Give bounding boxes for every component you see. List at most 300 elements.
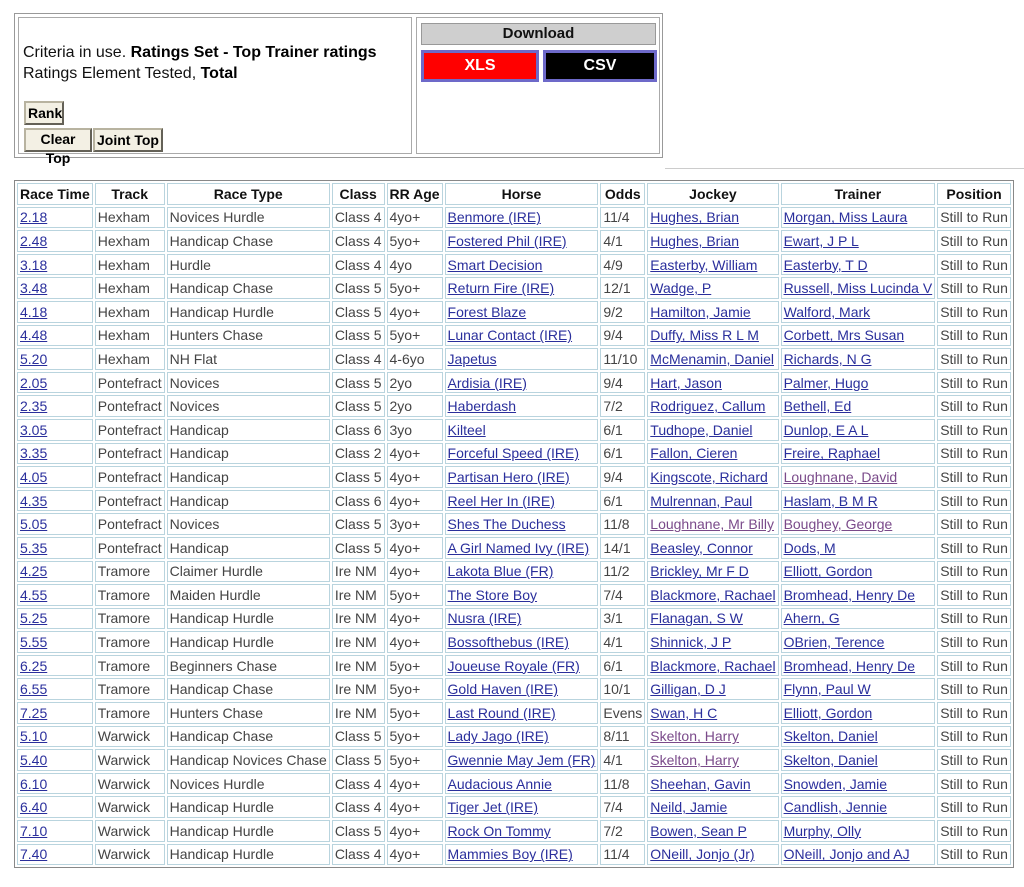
odds-cell: 8/11 [600,726,645,748]
race-time-link[interactable]: 6.40 [20,799,48,816]
horse-cell [445,678,599,700]
header-race-type[interactable]: Race Type [167,183,330,205]
trainer-link[interactable]: Walford, Mark [783,303,871,320]
race-type-cell: Handicap [167,490,330,512]
race-time-link[interactable]: 4.48 [20,327,48,344]
rr-age-cell: 4yo+ [387,561,443,583]
trainer-link[interactable]: Easterby, T D [783,256,868,273]
trainer-link[interactable]: Snowden, Jamie [783,775,888,792]
race-time-link[interactable]: 3.48 [20,280,48,297]
race-time-link[interactable]: 5.35 [20,539,48,556]
race-time-link[interactable]: 4.18 [20,303,48,320]
jockey-cell [647,277,778,299]
jockey-cell [647,372,778,394]
horse-cell [445,631,599,653]
race-time-cell [17,537,93,559]
rr-age-cell: 4yo+ [387,490,443,512]
horse-link[interactable]: Forceful Speed (IRE) [447,445,580,462]
position-cell: Still to Run [937,773,1011,795]
horse-link[interactable]: Nusra (IRE) [447,610,522,627]
race-time-link[interactable]: 7.40 [20,846,48,863]
table-row [17,796,1011,818]
race-type-cell: Handicap Chase [167,726,330,748]
jockey-link[interactable]: Neild, Jamie [650,799,728,816]
horse-link[interactable]: Kilteel [447,421,486,438]
track-cell: Hexham [95,277,165,299]
position-cell: Still to Run [937,419,1011,441]
joint-top-button[interactable]: Joint Top [93,128,163,152]
horse-cell [445,301,599,323]
race-time-link[interactable]: 4.25 [20,563,48,580]
trainer-link[interactable]: Boughey, George [783,516,893,533]
jockey-link[interactable]: Hamilton, Jamie [650,303,751,320]
horse-link[interactable]: Haberdash [447,398,517,415]
rr-age-cell: 5yo+ [387,230,443,252]
race-time-link[interactable]: 5.05 [20,516,48,533]
jockey-link[interactable]: Tudhope, Daniel [650,421,753,438]
odds-cell: 4/1 [600,230,645,252]
jockey-link[interactable]: Swan, H C [650,704,718,721]
horse-cell [445,796,599,818]
jockey-link[interactable]: Blackmore, Rachael [650,586,776,603]
race-type-cell: Novices [167,513,330,535]
race-time-link[interactable]: 5.40 [20,752,48,769]
horse-link[interactable]: Partisan Hero (IRE) [447,468,570,485]
position-cell: Still to Run [937,466,1011,488]
horse-link[interactable]: The Store Boy [447,586,538,603]
jockey-link[interactable]: ONeill, Jonjo (Jr) [650,846,755,863]
table-row [17,631,1011,653]
horse-link[interactable]: Forest Blaze [447,303,527,320]
xls-download-button[interactable]: XLS [421,50,539,82]
race-time-cell [17,395,93,417]
class-cell: Class 4 [332,230,385,252]
jockey-link[interactable]: Hughes, Brian [650,232,739,249]
download-title: Download [421,23,656,45]
odds-cell: 4/9 [600,254,645,276]
jockey-cell [647,466,778,488]
horse-link[interactable]: Smart Decision [447,256,543,273]
track-cell: Tramore [95,561,165,583]
jockey-link[interactable]: Beasley, Connor [650,539,753,556]
odds-cell: 11/2 [600,561,645,583]
trainer-link[interactable]: Freire, Raphael [783,445,881,462]
header-odds[interactable]: Odds [600,183,645,205]
trainer-link[interactable]: Skelton, Daniel [783,752,878,769]
horse-link[interactable]: Lady Jago (IRE) [447,728,549,745]
table-row [17,820,1011,842]
trainer-link[interactable]: Loughnane, David [783,468,898,485]
position-cell: Still to Run [937,584,1011,606]
position-cell: Still to Run [937,796,1011,818]
jockey-link[interactable]: Blackmore, Rachael [650,657,776,674]
jockey-link[interactable]: Flanagan, S W [650,610,743,627]
race-time-cell [17,513,93,535]
class-cell: Class 4 [332,207,385,229]
race-time-cell [17,702,93,724]
track-cell: Tramore [95,702,165,724]
horse-link[interactable]: Lunar Contact (IRE) [447,327,573,344]
header-rr-age[interactable]: RR Age [387,183,443,205]
class-cell: Ire NM [332,678,385,700]
trainer-cell [781,466,936,488]
table-row [17,395,1011,417]
trainer-cell [781,655,936,677]
race-time-link[interactable]: 7.25 [20,704,48,721]
table-row [17,207,1011,229]
race-type-cell: Hunters Chase [167,702,330,724]
race-time-link[interactable]: 4.05 [20,468,48,485]
csv-download-button[interactable]: CSV [543,50,657,82]
class-cell: Class 5 [332,749,385,771]
horse-link[interactable]: Shes The Duchess [447,516,566,533]
position-cell: Still to Run [937,513,1011,535]
race-time-link[interactable]: 7.10 [20,822,48,839]
race-time-link[interactable]: 6.55 [20,681,48,698]
track-cell: Tramore [95,631,165,653]
odds-cell: 6/1 [600,490,645,512]
divider [665,168,1024,169]
trainer-link[interactable]: Bromhead, Henry De [783,586,916,603]
odds-cell: 9/2 [600,301,645,323]
rr-age-cell: 5yo+ [387,655,443,677]
jockey-link[interactable]: Shinnick, J P [650,634,732,651]
position-cell: Still to Run [937,301,1011,323]
table-row [17,678,1011,700]
trainer-link[interactable]: Elliott, Gordon [783,704,873,721]
rr-age-cell: 4yo+ [387,773,443,795]
rank-button[interactable]: Rank [24,101,64,125]
jockey-cell [647,655,778,677]
position-cell: Still to Run [937,844,1011,866]
table-row [17,749,1011,771]
race-type-cell: Handicap Hurdle [167,796,330,818]
trainer-link[interactable]: Dods, M [783,539,836,556]
trainer-link[interactable]: Corbett, Mrs Susan [783,327,905,344]
trainer-link[interactable]: Morgan, Miss Laura [783,209,908,226]
odds-cell: 11/8 [600,513,645,535]
table-row [17,726,1011,748]
class-cell: Ire NM [332,655,385,677]
track-cell: Warwick [95,773,165,795]
jockey-cell [647,301,778,323]
position-cell: Still to Run [937,490,1011,512]
jockey-link[interactable]: Loughnane, Mr Billy [650,516,775,533]
jockey-link[interactable]: Skelton, Harry [650,728,739,745]
header-track[interactable]: Track [95,183,165,205]
race-time-link[interactable]: 4.35 [20,492,48,509]
race-time-cell [17,726,93,748]
trainer-link[interactable]: Bethell, Ed [783,398,852,415]
header-class[interactable]: Class [332,183,385,205]
position-cell: Still to Run [937,820,1011,842]
class-cell: Class 4 [332,348,385,370]
odds-cell: 4/1 [600,631,645,653]
horse-link[interactable]: Last Round (IRE) [447,704,556,721]
trainer-link[interactable]: Dunlop, E A L [783,421,869,438]
trainer-link[interactable]: OBrien, Terence [783,634,885,651]
race-time-link[interactable]: 5.55 [20,634,48,651]
jockey-link[interactable]: Hughes, Brian [650,209,739,226]
jockey-cell [647,348,778,370]
position-cell: Still to Run [937,443,1011,465]
position-cell: Still to Run [937,230,1011,252]
horse-link[interactable]: Joueuse Royale (FR) [447,657,580,674]
criteria-box [18,17,412,166]
jockey-link[interactable]: Brickley, Mr F D [650,563,749,580]
class-cell: Class 5 [332,537,385,559]
race-type-cell: Novices Hurdle [167,207,330,229]
horse-link[interactable]: Tiger Jet (IRE) [447,799,539,816]
rr-age-cell: 4yo+ [387,301,443,323]
table-row [17,301,1011,323]
trainer-cell [781,678,936,700]
race-time-cell [17,490,93,512]
table-row [17,443,1011,465]
table-row [17,537,1011,559]
jockey-link[interactable]: Rodriguez, Callum [650,398,766,415]
position-cell: Still to Run [937,207,1011,229]
trainer-link[interactable]: Russell, Miss Lucinda V [783,280,933,297]
trainer-link[interactable]: Richards, N G [783,350,872,367]
jockey-cell [647,490,778,512]
race-time-link[interactable]: 3.35 [20,445,48,462]
trainer-cell [781,631,936,653]
jockey-link[interactable]: Bowen, Sean P [650,822,747,839]
table-row [17,254,1011,276]
trainer-link[interactable]: Bromhead, Henry De [783,657,916,674]
jockey-cell [647,207,778,229]
odds-cell: 6/1 [600,655,645,677]
trainer-cell [781,254,936,276]
table-row [17,230,1011,252]
race-type-cell: Handicap Novices Chase [167,749,330,771]
rr-age-cell: 3yo+ [387,513,443,535]
horse-link[interactable]: Reel Her In (IRE) [447,492,555,509]
rr-age-cell: 4yo+ [387,443,443,465]
odds-cell: 7/2 [600,395,645,417]
table-body [17,207,1011,866]
horse-cell [445,443,599,465]
trainer-link[interactable]: Palmer, Hugo [783,374,869,391]
odds-cell: 9/4 [600,466,645,488]
jockey-cell [647,325,778,347]
trainer-link[interactable]: Murphy, Olly [783,822,862,839]
odds-cell: 7/2 [600,820,645,842]
horse-cell [445,513,599,535]
trainer-cell [781,419,936,441]
clear-top-button[interactable]: Clear Top [24,128,92,152]
odds-cell: 3/1 [600,608,645,630]
class-cell: Class 5 [332,513,385,535]
rr-age-cell: 4yo+ [387,207,443,229]
race-time-link[interactable]: 2.18 [20,209,48,226]
trainer-link[interactable]: Ewart, J P L [783,232,859,249]
rr-age-cell: 4-6yo [387,348,443,370]
horse-link[interactable]: Benmore (IRE) [447,209,541,226]
race-type-cell: Claimer Hurdle [167,561,330,583]
header-jockey[interactable]: Jockey [647,183,778,205]
header-trainer[interactable]: Trainer [781,183,936,205]
races-table [14,180,1014,868]
race-time-cell [17,325,93,347]
class-cell: Class 5 [332,372,385,394]
rr-age-cell: 5yo+ [387,749,443,771]
trainer-link[interactable]: Haslam, B M R [783,492,878,509]
rr-age-cell: 5yo+ [387,678,443,700]
horse-link[interactable]: Mammies Boy (IRE) [447,846,573,863]
trainer-cell [781,513,936,535]
race-type-cell: Handicap Hurdle [167,820,330,842]
class-cell: Class 2 [332,443,385,465]
track-cell: Hexham [95,230,165,252]
horse-link[interactable]: Gold Haven (IRE) [447,681,559,698]
trainer-cell [781,372,936,394]
track-cell: Pontefract [95,490,165,512]
trainer-link[interactable]: Flynn, Paul W [783,681,871,698]
jockey-link[interactable]: Gilligan, D J [650,681,726,698]
trainer-link[interactable]: Elliott, Gordon [783,563,873,580]
rr-age-cell: 4yo+ [387,631,443,653]
trainer-cell [781,844,936,866]
trainer-cell [781,230,936,252]
trainer-cell [781,207,936,229]
track-cell: Tramore [95,655,165,677]
odds-cell: 10/1 [600,678,645,700]
criteria-prefix: Criteria in use. [23,44,127,61]
rr-age-cell: 4yo+ [387,466,443,488]
class-cell: Ire NM [332,631,385,653]
header-horse[interactable]: Horse [445,183,599,205]
table-row [17,325,1011,347]
jockey-link[interactable]: Skelton, Harry [650,752,739,769]
ratings-set-label: Ratings Set - Top Trainer ratings [130,44,377,61]
horse-link[interactable]: Fostered Phil (IRE) [447,232,567,249]
horse-cell [445,773,599,795]
track-cell: Warwick [95,796,165,818]
race-type-cell: Novices [167,372,330,394]
track-cell: Pontefract [95,466,165,488]
trainer-link[interactable]: ONeill, Jonjo and AJ [783,846,910,863]
jockey-link[interactable]: Wadge, P [650,280,712,297]
trainer-cell [781,726,936,748]
race-type-cell: Handicap [167,537,330,559]
horse-link[interactable]: Return Fire (IRE) [447,280,555,297]
header-race-time[interactable]: Race Time [17,183,93,205]
race-time-cell [17,419,93,441]
horse-cell [445,561,599,583]
horse-cell [445,655,599,677]
jockey-link[interactable]: McMenamin, Daniel [650,350,774,367]
class-cell: Class 4 [332,773,385,795]
table-row [17,584,1011,606]
race-type-cell: Beginners Chase [167,655,330,677]
track-cell: Hexham [95,254,165,276]
horse-link[interactable]: Audacious Annie [447,775,552,792]
horse-cell [445,702,599,724]
jockey-link[interactable]: Duffy, Miss R L M [650,327,759,344]
odds-cell: 4/1 [600,749,645,771]
jockey-link[interactable]: Kingscote, Richard [650,468,768,485]
track-cell: Hexham [95,207,165,229]
horse-link[interactable]: Gwennie May Jem (FR) [447,752,596,769]
horse-cell [445,749,599,771]
horse-link[interactable]: Lakota Blue (FR) [447,563,554,580]
horse-link[interactable]: Rock On Tommy [447,822,551,839]
jockey-link[interactable]: Fallon, Cieren [650,445,738,462]
odds-cell: 7/4 [600,796,645,818]
track-cell: Pontefract [95,395,165,417]
trainer-cell [781,749,936,771]
horse-link[interactable]: Ardisia (IRE) [447,374,527,391]
jockey-link[interactable]: Sheehan, Gavin [650,775,751,792]
trainer-link[interactable]: Candlish, Jennie [783,799,888,816]
table-row [17,372,1011,394]
race-time-link[interactable]: 3.05 [20,421,48,438]
race-type-cell: Handicap [167,419,330,441]
race-type-cell: Handicap Hurdle [167,631,330,653]
jockey-link[interactable]: Easterby, William [650,256,758,273]
race-time-cell [17,207,93,229]
race-time-link[interactable]: 2.05 [20,374,48,391]
race-time-link[interactable]: 3.18 [20,256,48,273]
race-time-link[interactable]: 4.55 [20,586,48,603]
ratings-element-value: Total [200,65,238,82]
position-cell: Still to Run [937,726,1011,748]
header-position[interactable]: Position [937,183,1011,205]
race-time-link[interactable]: 6.10 [20,775,48,792]
trainer-cell [781,584,936,606]
jockey-cell [647,702,778,724]
race-time-link[interactable]: 6.25 [20,657,48,674]
horse-link[interactable]: A Girl Named Ivy (IRE) [447,539,590,556]
rr-age-cell: 4yo+ [387,844,443,866]
race-time-link[interactable]: 5.25 [20,610,48,627]
race-time-link[interactable]: 2.35 [20,398,48,415]
trainer-cell [781,702,936,724]
rr-age-cell: 3yo [387,419,443,441]
race-type-cell: Novices [167,395,330,417]
horse-cell [445,230,599,252]
jockey-cell [647,537,778,559]
race-time-link[interactable]: 5.10 [20,728,48,745]
horse-cell [445,466,599,488]
table-header-row [17,183,1011,205]
horse-link[interactable]: Bossofthebus (IRE) [447,634,569,651]
table-row [17,419,1011,441]
horse-cell [445,820,599,842]
jockey-link[interactable]: Hart, Jason [650,374,722,391]
race-time-link[interactable]: 5.20 [20,350,48,367]
track-cell: Tramore [95,584,165,606]
rr-age-cell: 5yo+ [387,726,443,748]
trainer-cell [781,537,936,559]
table-row [17,490,1011,512]
class-cell: Ire NM [332,561,385,583]
odds-cell: 6/1 [600,419,645,441]
trainer-link[interactable]: Ahern, G [783,610,840,627]
horse-link[interactable]: Japetus [447,350,497,367]
trainer-link[interactable]: Skelton, Daniel [783,728,878,745]
class-cell: Class 6 [332,419,385,441]
class-cell: Class 5 [332,325,385,347]
rr-age-cell: 4yo+ [387,537,443,559]
race-type-cell: Handicap [167,466,330,488]
jockey-link[interactable]: Mulrennan, Paul [650,492,753,509]
horse-cell [445,207,599,229]
race-time-link[interactable]: 2.48 [20,232,48,249]
horse-cell [445,608,599,630]
